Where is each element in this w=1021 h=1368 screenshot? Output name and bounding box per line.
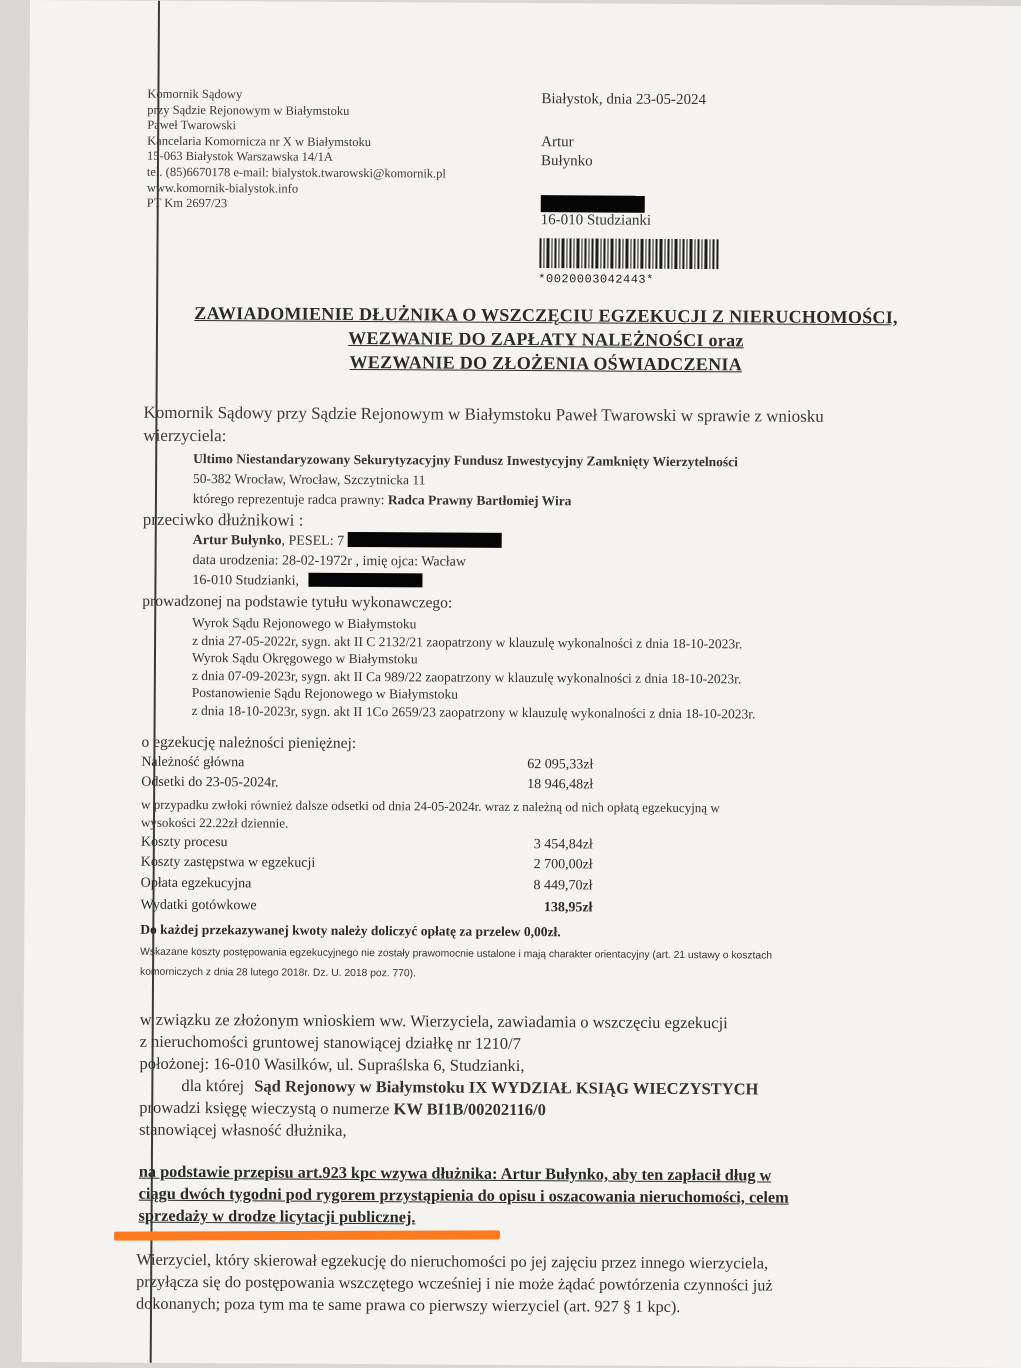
land-registry-number: KW BI1B/00202116/0 [393, 1099, 546, 1120]
redacted-address [308, 573, 422, 588]
principal-amount: 62 095,33zł [527, 757, 594, 773]
claim-label: o egzekucję należności pieniężnej: [141, 733, 357, 753]
footer-line-2: przyłącza się do postępowania wszczętego wcześniej i nie może żądać powtórzenia czynności już [136, 1271, 773, 1295]
title-detail: z dnia 18-10-2023r, sygn. akt II 1Co 2659/23 zaopatrzony w klauzulę wykonalności z dnia 18-10-2023r. [191, 702, 756, 721]
titles-label: prowadzonej na podstawie tytułu wykonawczego: [142, 592, 453, 612]
creditor-block [193, 449, 738, 512]
recipient-first-name: Artur [541, 134, 574, 151]
recipient-block [541, 133, 593, 171]
sender-block [147, 87, 447, 214]
title-court: Wyrok Sądu Okręgowego w Białymstoku [191, 650, 418, 667]
intro [143, 401, 824, 451]
document-title [146, 303, 946, 377]
debtor-block [192, 531, 501, 593]
cost-amount: 8 449,70zł [533, 878, 593, 894]
barcode-bars [538, 238, 720, 269]
footer-line-1: Wierzyciel, który skierował egzekucję do nieruchomości po jej zajęciu przez innego wierzyciela, [136, 1249, 769, 1273]
notice-line-1: w związku ze złożonym wnioskiem ww. Wierzyciela, zawiadamia o wszczęciu egzekucji [139, 1009, 728, 1033]
document-page [22, 0, 1021, 1368]
cost-amount: 2 700,00zł [533, 857, 593, 873]
footer-paragraph [136, 1249, 773, 1319]
debtor-birth: data urodzenia: 28-02-1972r , imię ojca: Wacław [192, 553, 467, 570]
title-detail: z dnia 07-09-2023r, sygn. akt II Ca 989/22 zaopatrzony w klauzulę wykonalności z dnia 18-10-2023r. [191, 667, 742, 686]
debtor-address-line [192, 571, 501, 593]
cost-label: Wydatki gotówkowe [140, 897, 257, 914]
delay-note [141, 796, 720, 836]
sender-line: Komornik Sądowy [147, 86, 243, 102]
debtor-name: Artur Bułynko [192, 533, 282, 549]
interest-label: Odsetki do 23-05-2024r. [141, 774, 279, 791]
sender-line: Kancelaria Komornicza nr X w Białymstoku [147, 133, 372, 149]
cost-disclaimer [140, 943, 772, 987]
disclaimer-line-1: Wskazane koszty postępowania egzekucyjnego nie zostały prawomocnie ustalone i mają charakter orientacyjny (art. 21 ustawy o kosztach [140, 946, 773, 962]
demand-line-2: ciągu dwóch tygodni pod rygorem przystąpienia do opisu i oszacowania nieruchomości, celem [138, 1183, 789, 1207]
cost-amount: 3 454,84zł [533, 837, 593, 853]
debtor-label: przeciwko dłużnikowi : [142, 509, 304, 530]
title-court: Postanowienie Sądu Rejonowego w Białymstoku [191, 685, 459, 702]
debtor-address: 16-010 Studzianki, [192, 573, 300, 589]
place-date: Białystok, dnia 23-05-2024 [541, 91, 707, 109]
delay-line-2: wysokości 22.22zł dziennie. [140, 814, 289, 831]
rep-prefix: którego reprezentuje radca prawny: [192, 491, 385, 508]
transfer-note: Do każdej przekazywanej kwoty należy doliczyć opłatę za przelew 0,00zł. [140, 921, 561, 940]
intro-line-2: wierzyciela: [143, 425, 227, 446]
redacted-pesel [348, 532, 502, 548]
barcode [538, 238, 720, 287]
delay-line-1: w przypadku zwłoki również dalsze odsetki od dnia 24-05-2024r. wraz z należną od nich opłatą egzekucyjną w [141, 796, 720, 816]
sender-line: PT Km 2697/23 [146, 195, 228, 211]
payment-demand [139, 1161, 789, 1231]
disclaimer-line-2: komorniczych z dnia 28 lutego 2018r. Dz. U. 2018 poz. 770). [140, 966, 416, 980]
notice-line-6: stanowiącej własność dłużnika, [139, 1119, 347, 1140]
cost-label: Koszty zastępstwa w egzekucji [140, 854, 316, 871]
notice-line-4-prefix: dla której [181, 1075, 245, 1096]
title-detail: z dnia 27-05-2022r, sygn. akt II C 2132/21 zaopatrzony w klauzulę wykonalności z dnia 18-10-2023r. [192, 632, 743, 651]
principal-label: Należność główna [141, 754, 245, 771]
sender-line: tel. (85)6670178 e-mail: bialystok.twarowski@komornik.pl [146, 164, 446, 181]
notice-line-5-prefix: prowadzi księgę wieczystą o numerze [139, 1097, 390, 1119]
orange-highlight-stroke [114, 1230, 500, 1240]
cost-label: Opłata egzekucyjna [140, 875, 252, 892]
notice-line-3: położonej: 16-010 Wasilków, ul. Supraślska 6, Studzianki, [139, 1053, 525, 1076]
barcode-text: *0020003042443* [538, 272, 654, 287]
rep-name: Radca Prawny Bartłomiej Wira [387, 492, 572, 509]
demand-line-1: na podstawie przepisu art.923 kpc wzywa dłużnika: Artur Bułynko, aby ten zapłacił dług w [138, 1161, 772, 1185]
title-line-1: ZAWIADOMIENIE DŁUŻNIKA O WSZCZĘCIU EGZEKUCJI Z NIERUCHOMOŚCI, [194, 303, 898, 328]
sender-line: 15-063 Białystok Warszawska 14/1A [147, 149, 333, 165]
notice-line-2: z nieruchomości gruntowej stanowiącej działkę nr 1210/7 [139, 1031, 521, 1054]
notice-block [139, 1009, 759, 1145]
titles-list [192, 614, 756, 722]
sender-line: przy Sądzie Rejonowym w Białymstoku [147, 102, 350, 118]
debtor-pesel-label: , PESEL: 7 [281, 533, 345, 549]
title-line-2: WEZWANIE DO ZAPŁATY NALEŻNOŚCI oraz [348, 327, 744, 351]
redacted-street [541, 195, 645, 213]
land-registry-court: Sąd Rejonowy w Białymstoku IX WYDZIAŁ KSIĄG WIECZYSTYCH [254, 1076, 759, 1099]
footer-line-3: dokonanych; poza tym ma te same prawa co pierwszy wierzyciel (art. 927 § 1 kpc). [135, 1293, 681, 1316]
sender-line: www.komornik-bialystok.info [146, 180, 299, 196]
creditor-representative [193, 489, 738, 512]
intro-line-1: Komornik Sądowy przy Sądzie Rejonowym w Białymstoku Paweł Twarowski w sprawie z wniosku [143, 402, 824, 426]
title-court: Wyrok Sądu Rejonowego w Białymstoku [192, 615, 417, 632]
interest-amount: 18 946,48zł [527, 777, 594, 793]
creditor-name: Ultimo Niestandaryzowany Sekurytyzacyjny Fundusz Inwestycyjny Zamknięty Wierzytelności [193, 451, 738, 470]
creditor-address: 50-382 Wrocław, Wrocław, Szczytnicka 11 [193, 471, 426, 488]
demand-line-3: sprzedaży w drodze licytacji publicznej. [138, 1205, 416, 1227]
cost-label: Koszty procesu [140, 834, 228, 851]
cost-amount: 138,95zł [543, 900, 593, 916]
recipient-postal: 16-010 Studzianki [540, 212, 652, 229]
title-line-3: WEZWANIE DO ZŁOŻENIA OŚWIADCZENIA [349, 351, 743, 375]
recipient-last-name: Bułynko [540, 153, 593, 170]
sender-line: Paweł Twarowski [147, 117, 237, 133]
debtor-name-line [193, 531, 502, 553]
